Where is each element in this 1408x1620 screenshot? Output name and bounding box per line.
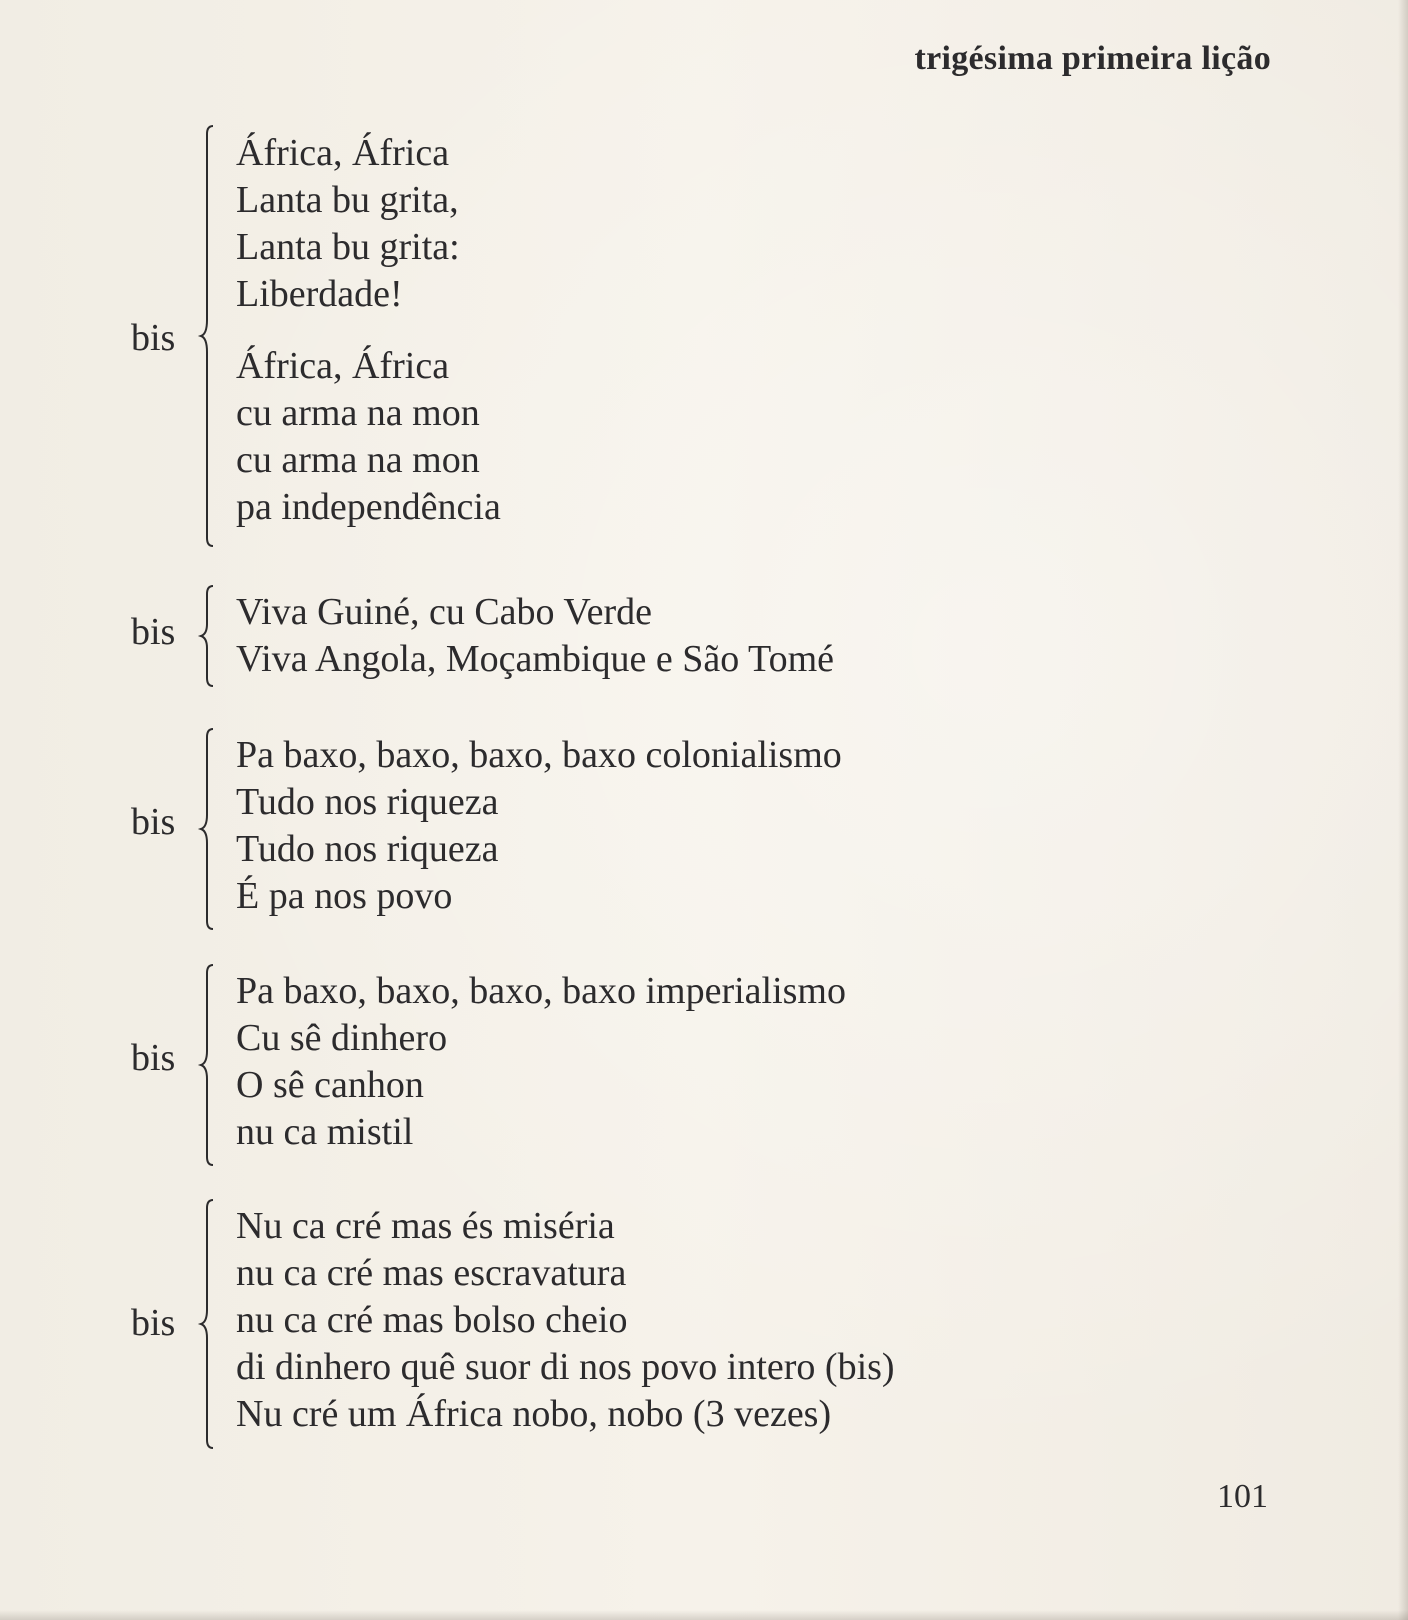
- verse-line: Tudo nos riqueza: [236, 781, 499, 823]
- bis-marker: bis: [131, 1302, 176, 1344]
- verse-line: di dinhero quê suor di nos povo intero (bis): [236, 1346, 895, 1388]
- verse-line: nu ca mistil: [236, 1111, 414, 1153]
- stanza-lines: [236, 1203, 895, 1438]
- verse-line: nu ca cré mas escravatura: [236, 1252, 627, 1294]
- verse-line: Liberdade!: [236, 273, 403, 315]
- curly-brace-icon: [200, 963, 216, 1167]
- page-edge-shadow-bottom: [0, 1610, 1408, 1620]
- bis-marker: bis: [131, 801, 176, 843]
- bis-marker: bis: [131, 611, 176, 653]
- verse-line: Pa baxo, baxo, baxo, baxo colonialismo: [236, 734, 842, 776]
- verse-line: Lanta bu grita,: [236, 179, 459, 221]
- verse-line: Tudo nos riqueza: [236, 828, 499, 870]
- verse-line: África, África: [236, 132, 450, 174]
- stanza-gap: [236, 318, 501, 343]
- page-edge-shadow-right: [1398, 0, 1408, 1620]
- stanza-lines: [236, 130, 501, 531]
- verse-line: Cu sê dinhero: [236, 1017, 448, 1059]
- bis-marker: bis: [131, 317, 176, 359]
- verse-line: O sê canhon: [236, 1064, 424, 1106]
- verse-line: nu ca cré mas bolso cheio: [236, 1299, 628, 1341]
- running-head-title: trigésima primeira lição: [914, 40, 1271, 77]
- verse-line: É pa nos povo: [236, 875, 453, 917]
- bis-marker: bis: [131, 1037, 176, 1079]
- verse-line: Viva Angola, Moçambique e São Tomé: [236, 638, 835, 680]
- stanza-lines: [236, 589, 834, 683]
- stanza-lines: [236, 968, 846, 1156]
- curly-brace-icon: [200, 1198, 216, 1450]
- verse-line: pa independência: [236, 486, 501, 528]
- curly-brace-icon: [200, 124, 216, 548]
- verse-line: cu arma na mon: [236, 392, 480, 434]
- verse-line: Nu cré um África nobo, nobo (3 vezes): [236, 1393, 832, 1435]
- verse-line: Lanta bu grita:: [236, 226, 460, 268]
- curly-brace-icon: [200, 584, 216, 688]
- curly-brace-icon: [200, 727, 216, 931]
- verse-line: África, África: [236, 345, 450, 387]
- page-number: 101: [1217, 1478, 1268, 1515]
- stanza-lines: [236, 732, 842, 920]
- verse-line: Viva Guiné, cu Cabo Verde: [236, 591, 652, 633]
- verse-line: Pa baxo, baxo, baxo, baxo imperialismo: [236, 970, 846, 1012]
- verse-line: cu arma na mon: [236, 439, 480, 481]
- verse-line: Nu ca cré mas és miséria: [236, 1205, 615, 1247]
